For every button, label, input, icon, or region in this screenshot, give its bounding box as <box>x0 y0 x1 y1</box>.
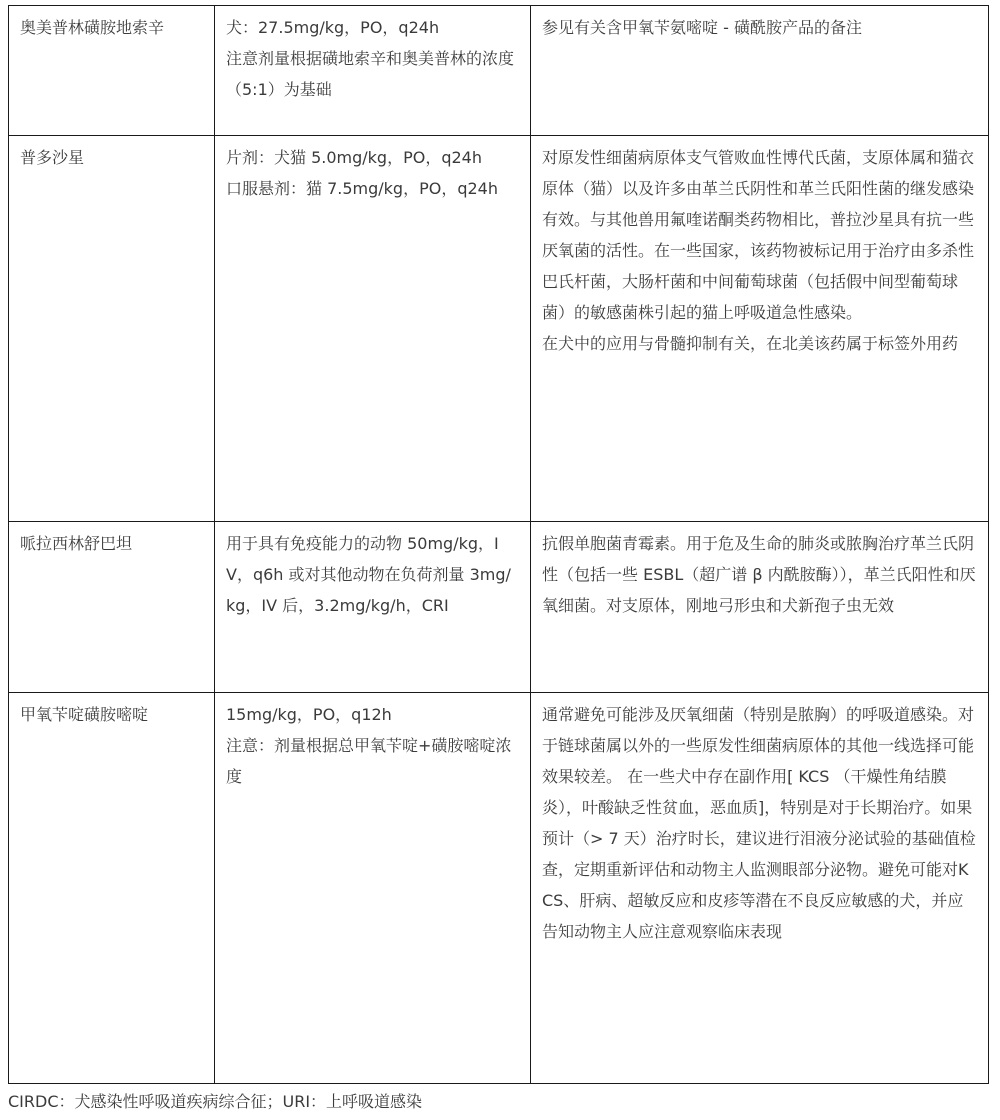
dosage-cell <box>215 6 531 136</box>
dosage-line: 犬：27.5mg/kg，PO，q24h <box>226 18 440 37</box>
notes-cell <box>531 136 989 522</box>
notes-cell <box>531 522 989 693</box>
dosage-line: 口服悬剂：猫 7.5mg/kg，PO，q24h <box>226 179 498 198</box>
notes-cell <box>531 693 989 1084</box>
dosage-line: 片剂：犬猫 5.0mg/kg，PO，q24h <box>226 148 482 167</box>
drug-name: 奥美普林磺胺地索辛 <box>20 18 165 37</box>
dosage-line: 用于具有免疫能力的动物 50mg/kg，IV，q6h 或对其他动物在负荷剂量 3mg/kg，IV 后，3.2mg/kg/h，CRI <box>226 534 511 615</box>
notes-text: 在犬中的应用与骨髓抑制有关，在北美该药属于标签外用药 <box>542 334 959 353</box>
notes-text: 抗假单胞菌青霉素。用于危及生命的肺炎或脓胸治疗革兰氏阴性（包括一些 ESBL（超广谱 β 内酰胺酶）），革兰氏阳性和厌氧细菌。对支原体，刚地弓形虫和犬新孢子虫无效 <box>542 534 976 615</box>
notes-text: 通常避免可能涉及厌氧细菌（特别是脓胸）的呼吸道感染。对于链球菌属以外的一些原发性细菌病原体的其他一线选择可能效果较差。 在一些犬中存在副作用[ KCS （干燥性角结膜炎），叶酸缺乏性贫血，恶血质]，特别是对于长期治疗。如果预计（> 7 天）治疗时长，建议进行泪液分泌试验的基础值检查，定期重新评估和动物主人监测眼部分泌物。避免可能对KCS、肝病、超敏反应和皮疹等潜在不良反应敏感的犬，并应告知动物主人应注意观察临床表现 <box>542 705 976 941</box>
table-row <box>9 693 989 1084</box>
drug-name: 甲氧苄啶磺胺嘧啶 <box>20 705 149 724</box>
drug-name-cell <box>9 136 215 522</box>
table-footnote: CIRDC：犬感染性呼吸道疾病综合征；URI：上呼吸道感染 <box>8 1092 423 1111</box>
notes-text: 参见有关含甲氧苄氨嘧啶 - 磺酰胺产品的备注 <box>542 18 862 37</box>
dosage-line: 15mg/kg，PO，q12h <box>226 705 392 724</box>
table-row <box>9 522 989 693</box>
drug-dosage-table <box>8 5 989 1084</box>
dosage-cell <box>215 522 531 693</box>
drug-name: 哌拉西林舒巴坦 <box>20 534 133 553</box>
dosage-cell <box>215 136 531 522</box>
drug-name: 普多沙星 <box>20 148 85 167</box>
notes-text: 对原发性细菌病原体支气管败血性博代氏菌，支原体属和猫衣原体（猫）以及许多由革兰氏阴性和革兰氏阳性菌的继发感染有效。与其他兽用氟喹诺酮类药物相比，普拉沙星具有抗一些厌氧菌的活性。在一些国家，该药物被标记用于治疗由多杀性巴氏杆菌，大肠杆菌和中间葡萄球菌（包括假中间型葡萄球菌）的敏感菌株引起的猫上呼吸道急性感染。 <box>542 148 975 322</box>
table-row <box>9 6 989 136</box>
dosage-cell <box>215 693 531 1084</box>
dosage-line: 注意剂量根据磺地索辛和奥美普林的浓度（5:1）为基础 <box>226 49 515 99</box>
table-row <box>9 136 989 522</box>
drug-name-cell <box>9 6 215 136</box>
drug-name-cell <box>9 693 215 1084</box>
dosage-line: 注意：剂量根据总甲氧苄啶+磺胺嘧啶浓度 <box>226 736 512 786</box>
notes-cell <box>531 6 989 136</box>
drug-name-cell <box>9 522 215 693</box>
